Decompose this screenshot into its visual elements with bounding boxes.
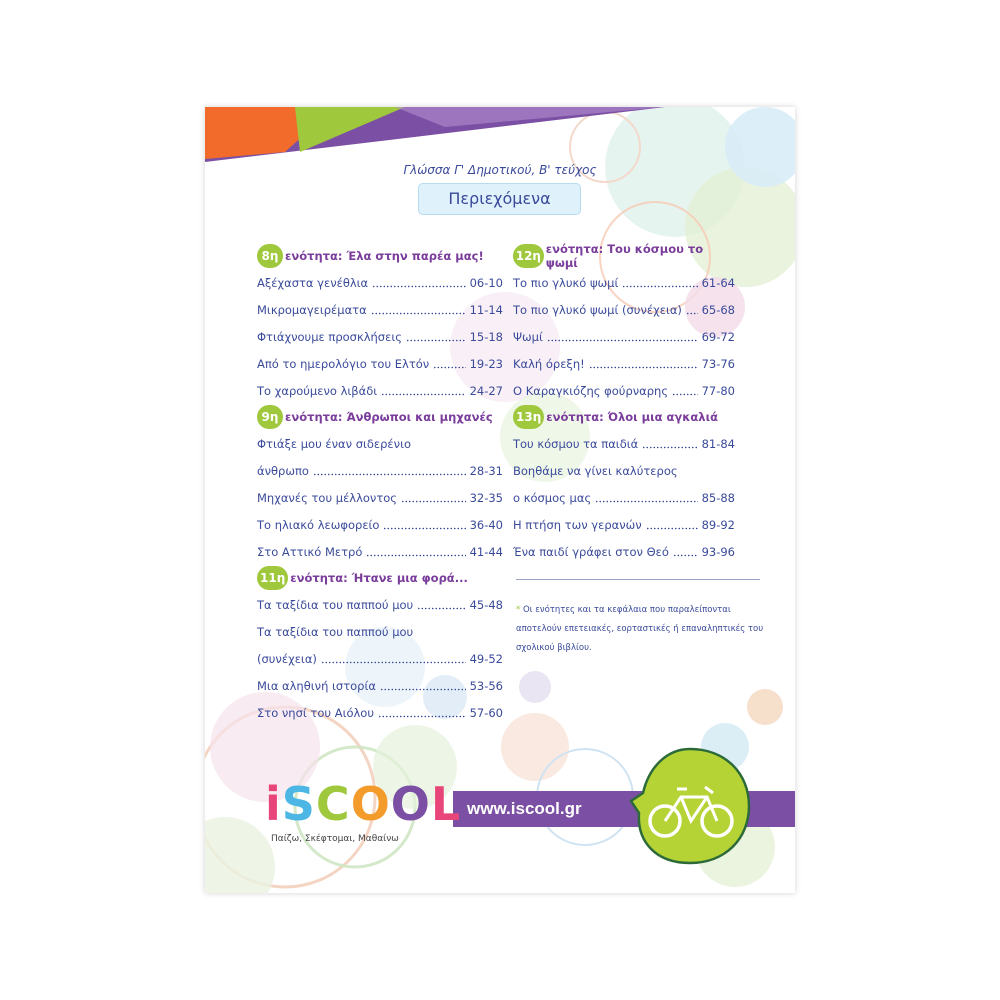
dot-leader <box>646 511 698 538</box>
toc-entry-title: Στο Αττικό Μετρό <box>257 544 363 559</box>
toc-entry[interactable] <box>513 538 735 565</box>
dot-leader <box>673 538 698 565</box>
unit-number-badge: 8η <box>257 244 283 268</box>
dot-leader <box>378 699 466 726</box>
logo-letter: C <box>315 777 351 831</box>
section-heading <box>257 404 503 430</box>
toc-entry-title: Καλή όρεξη! <box>513 356 585 371</box>
toc-entry[interactable] <box>257 323 503 350</box>
toc-entry-title-line: Βοηθάμε να γίνει καλύτερος <box>513 463 678 478</box>
toc-entry-pages: 93-96 <box>701 544 735 559</box>
toc-entry-title: Ένα παιδί γράφει στον Θεό <box>513 544 669 559</box>
website-url[interactable]: www.iscool.gr <box>467 799 582 818</box>
toc-entry-pages: 11-14 <box>469 302 503 317</box>
logo-letter: O <box>350 777 391 831</box>
section-heading <box>513 243 735 269</box>
section-heading <box>513 404 735 430</box>
dot-leader <box>589 350 698 377</box>
section-title: ενότητα: Του κόσμου το ψωμί <box>545 242 704 270</box>
toc-page <box>205 107 795 893</box>
section-title: ενότητα: Όλοι μια αγκαλιά <box>546 410 718 424</box>
toc-entry-pages: 49-52 <box>469 651 503 666</box>
dot-leader <box>321 645 466 672</box>
dot-leader <box>313 457 466 484</box>
dot-leader <box>401 484 466 511</box>
footnote-divider <box>516 579 760 580</box>
dot-leader <box>380 672 466 699</box>
toc-entry-pages: 06-10 <box>469 275 503 290</box>
toc-entry[interactable] <box>257 645 503 672</box>
toc-entry[interactable] <box>257 538 503 565</box>
toc-entry[interactable] <box>513 430 735 457</box>
toc-entry-title: Το πιο γλυκό ψωμί (συνέχεια) <box>513 302 682 317</box>
toc-entry-title: Από το ημερολόγιο του Ελτόν <box>257 356 430 371</box>
dot-leader <box>372 269 465 296</box>
section-heading <box>257 243 503 269</box>
toc-entry-pages: 53-56 <box>469 678 503 693</box>
dot-leader <box>622 269 697 296</box>
toc-entry-title: Του κόσμου τα παιδιά <box>513 436 639 451</box>
dot-leader <box>547 323 698 350</box>
toc-entry-title-line: Φτιάξε μου έναν σιδερένιο <box>257 436 411 451</box>
toc-entry[interactable] <box>257 699 503 726</box>
toc-entry[interactable] <box>513 350 735 377</box>
dot-leader <box>642 430 697 457</box>
toc-left-column <box>257 243 503 726</box>
toc-entry-pages: 41-44 <box>469 544 503 559</box>
footnote-text: Οι ενότητες και τα κεφάλαια που παραλείπονται αποτελούν επετειακές, εορταστικές ή επαναληπτικές του σχολικού βιβλίου. <box>516 605 764 653</box>
dot-leader <box>371 296 466 323</box>
toc-entry[interactable] <box>257 269 503 296</box>
toc-entry[interactable] <box>257 457 503 484</box>
toc-entry[interactable] <box>257 591 503 618</box>
dot-leader <box>686 296 698 323</box>
page-title: Περιεχόμενα <box>418 183 581 215</box>
toc-entry-pages: 65-68 <box>701 302 735 317</box>
toc-entry-title: Το πιο γλυκό ψωμί <box>513 275 619 290</box>
toc-entry-pages: 61-64 <box>701 275 735 290</box>
iscool-logo <box>265 779 461 829</box>
toc-entry-title: Η πτήση των γερανών <box>513 517 642 532</box>
toc-entry-title: Μηχανές του μέλλοντος <box>257 490 398 505</box>
logo-letter: i <box>265 777 282 831</box>
toc-entry-pages: 77-80 <box>701 383 735 398</box>
logo-tagline: Παίζω, Σκέφτομαι, Μαθαίνω <box>271 834 399 844</box>
bicycle-icon <box>625 741 755 871</box>
section-title: ενότητα: Ήτανε μια φορά... <box>290 571 468 585</box>
toc-entry[interactable] <box>513 323 735 350</box>
section-heading <box>257 565 503 591</box>
dot-leader <box>383 511 465 538</box>
toc-right-column <box>513 243 735 565</box>
toc-entry-title: άνθρωπο <box>257 463 309 478</box>
toc-entry-title: ο κόσμος μας <box>513 490 592 505</box>
unit-number-badge: 11η <box>257 566 288 590</box>
toc-entry-pages: 81-84 <box>701 436 735 451</box>
footnote-star: * <box>516 605 521 615</box>
unit-number-badge: 12η <box>513 244 544 268</box>
toc-entry-pages: 45-48 <box>469 597 503 612</box>
toc-entry[interactable] <box>257 296 503 323</box>
toc-entry-title: Τα ταξίδια του παππού μου <box>257 597 414 612</box>
dot-leader <box>366 538 465 565</box>
toc-entry-pages: 69-72 <box>701 329 735 344</box>
toc-entry-title: Το χαρούμενο λιβάδι <box>257 383 378 398</box>
toc-entry-title-line: Τα ταξίδια του παππού μου <box>257 624 414 639</box>
logo-letter: L <box>430 777 462 831</box>
dot-leader <box>672 377 697 404</box>
dot-leader <box>433 350 465 377</box>
toc-entry[interactable] <box>257 511 503 538</box>
toc-entry-title: Μικρομαγειρέματα <box>257 302 367 317</box>
toc-entry-pages: 24-27 <box>469 383 503 398</box>
dot-leader <box>381 377 465 404</box>
toc-entry-pages: 36-40 <box>469 517 503 532</box>
toc-entry[interactable] <box>257 350 503 377</box>
toc-entry-pages: 15-18 <box>469 329 503 344</box>
toc-entry-pages: 73-76 <box>701 356 735 371</box>
unit-number-badge: 9η <box>257 405 283 429</box>
toc-entry-pages: 85-88 <box>701 490 735 505</box>
toc-entry[interactable] <box>257 672 503 699</box>
toc-entry[interactable] <box>513 296 735 323</box>
toc-entry-title: (συνέχεια) <box>257 651 317 666</box>
toc-entry-title: Φτιάχνουμε προσκλήσεις <box>257 329 402 344</box>
toc-entry-pages: 32-35 <box>469 490 503 505</box>
toc-entry-title: Μια αληθινή ιστορία <box>257 678 376 693</box>
book-subtitle: Γλώσσα Γ' Δημοτικού, Β' τεύχος <box>403 163 597 177</box>
toc-entry-pages: 28-31 <box>469 463 503 478</box>
logo-letter: S <box>281 777 316 831</box>
toc-entry[interactable] <box>513 484 735 511</box>
toc-entry-title: Ο Καραγκιόζης φούρναρης <box>513 383 669 398</box>
footnote <box>516 601 776 658</box>
dot-leader <box>417 591 465 618</box>
toc-entry[interactable] <box>513 269 735 296</box>
toc-entry-pages: 19-23 <box>469 356 503 371</box>
toc-entry-title: Αξέχαστα γενέθλια <box>257 275 369 290</box>
toc-entry[interactable] <box>513 377 735 404</box>
logo-letter: O <box>390 777 431 831</box>
unit-number-badge: 13η <box>513 405 544 429</box>
toc-entry-pages: 57-60 <box>469 705 503 720</box>
toc-entry-title: Στο νησί του Αιόλου <box>257 705 374 720</box>
dot-leader <box>595 484 697 511</box>
toc-entry-title: Ψωμί <box>513 329 543 344</box>
dot-leader <box>406 323 466 350</box>
toc-entry[interactable] <box>257 377 503 404</box>
toc-entry[interactable] <box>513 511 735 538</box>
toc-entry-title: Το ηλιακό λεωφορείο <box>257 517 380 532</box>
toc-entry[interactable] <box>257 484 503 511</box>
section-title: ενότητα: Έλα στην παρέα μας! <box>285 249 484 263</box>
toc-entry-pages: 89-92 <box>701 517 735 532</box>
section-title: ενότητα: Άνθρωποι και μηχανές <box>285 410 493 424</box>
